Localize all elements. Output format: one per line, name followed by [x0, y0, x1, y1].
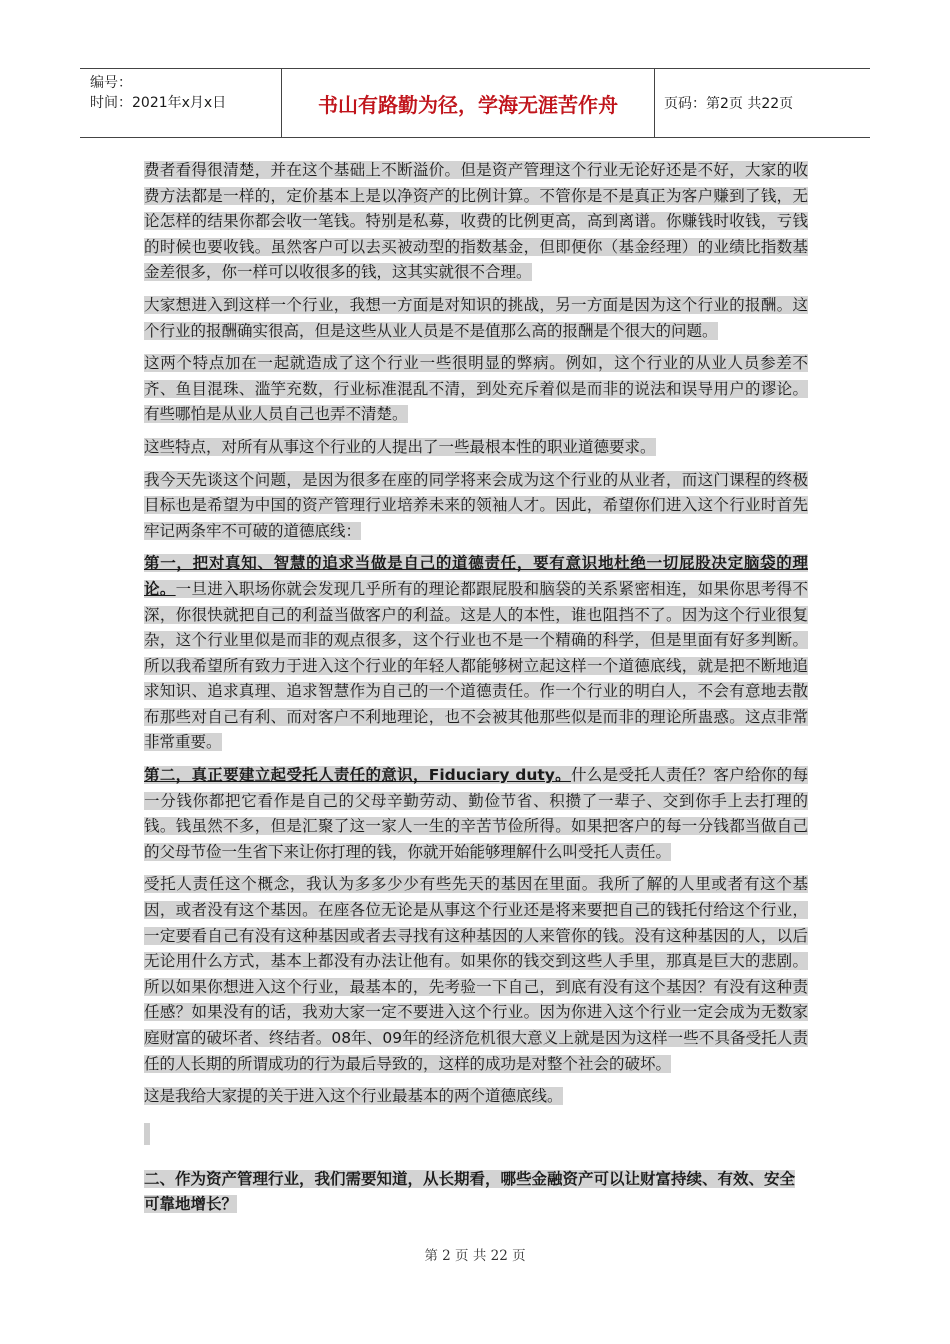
page-header	[80, 68, 870, 138]
paragraph-text: 一旦进入职场你就会发现几乎所有的理论都跟屁股和脑袋的关系紧密相连，如果你思考得不深，你很快就把自己的利益当做客户的利益。这是人的本性，谁也阻挡不了。因为这个行业很复杂，这个行业里似是而非的观点很多，这个行业也不是一个精确的科学，但是里面有好多判断。所以我希望所有致力于进入这个行业的年轻人都能够树立起这样一个道德底线，就是把不断地追求知识、追求真理、追求智慧作为自己的一个道德责任。作一个行业的明白人，不会有意地去散布那些对自己有利、而对客户不利地理论，也不会被其他那些似是而非的理论所蛊惑。这点非常非常重要。	[144, 579, 808, 752]
section-heading	[144, 1167, 808, 1218]
paragraph-bold-lead: 第一，把对真知、智慧的追求当做是自己的道德责任，要有意识地杜绝一切屁股决定脑袋的理论。	[144, 554, 808, 598]
paragraph	[144, 763, 808, 865]
paragraph	[144, 351, 808, 428]
header-divider	[654, 69, 655, 137]
paragraph-text: 这是我给大家提的关于进入这个行业最基本的两个道德底线。	[144, 1087, 563, 1106]
paragraph	[144, 435, 808, 461]
number-label: 编号：	[90, 75, 132, 91]
paragraph-text: 什么是受托人责任？客户给你的每一分钱你都把它看作是自己的父母辛勤劳动、勤俭节省、积攒了一辈子、交到你手上去打理的钱。钱虽然不多，但是汇聚了这一家人一生的辛苦节俭所得。如果把客户的每一分钱都当做自己的父母节俭一生省下来让你打理的钱，你就开始能够理解什么叫受托人责任。	[144, 766, 808, 861]
empty-paragraph-marker	[144, 1123, 150, 1145]
paragraph-text: 费者看得很清楚，并在这个基础上不断溢价。但是资产管理这个行业无论好还是不好，大家的收费方法都是一样的，定价基本上是以净资产的比例计算。不管你是不是真正为客户赚到了钱，无论怎样的结果你都会收一笔钱。特别是私募，收费的比例更高，高到离谱。你赚钱时收钱，亏钱的时候也要收钱。虽然客户可以去买被动型的指数基金，但即便你（基金经理）的业绩比指数基金差很多，你一样可以收很多的钱，这其实就很不合理。	[144, 161, 808, 282]
paragraph	[144, 468, 808, 545]
paragraph	[144, 872, 808, 1077]
paragraph-text: 这两个特点加在一起就造成了这个行业一些很明显的弊病。例如，这个行业的从业人员参差不齐、鱼目混珠、滥竽充数，行业标准混乱不清，到处充斥着似是而非的说法和误导用户的谬论。有些哪怕是从业人员自己也弄不清楚。	[144, 354, 808, 424]
paragraph-text: 大家想进入到这样一个行业，我想一方面是对知识的挑战，另一方面是因为这个行业的报酬。这个行业的报酬确实很高，但是这些从业人员是不是值那么高的报酬是个很大的问题。	[144, 295, 808, 340]
paragraph	[144, 158, 808, 286]
date-label: 时间：2021年x月x日	[90, 95, 227, 111]
document-body	[144, 158, 808, 1218]
paragraph	[144, 1084, 808, 1110]
paragraph-text: 这些特点，对所有从事这个行业的人提出了一些最根本性的职业道德要求。	[144, 437, 656, 456]
page-footer: 第 2 页 共 22 页	[424, 1248, 526, 1264]
section-heading-text: 二、作为资产管理行业，我们需要知道，从长期看，哪些金融资产可以让财富持续、有效、安全可靠地增长？	[144, 1169, 796, 1214]
paragraph	[144, 293, 808, 344]
header-meta	[90, 73, 280, 113]
paragraph	[144, 551, 808, 756]
header-motto: 书山有路勤为径，学海无涯苦作舟	[318, 92, 618, 117]
paragraph-text: 我今天先谈这个问题，是因为很多在座的同学将来会成为这个行业的从业者，而这门课程的终极目标也是希望为中国的资产管理行业培养未来的领袖人才。因此，希望你们进入这个行业时首先牢记两条牢不可破的道德底线：	[144, 470, 808, 540]
paragraph-text: 受托人责任这个概念，我认为多多少少有些先天的基因在里面。我所了解的人里或者有这个基因，或者没有这个基因。在座各位无论是从事这个行业还是将来要把自己的钱托付给这个行业，一定要看自己有没有这种基因或者去寻找有这种基因的人来管你的钱。没有这种基因的人，以后无论用什么方式，基本上都没有办法让他有。如果你的钱交到这些人手里，那真是巨大的悲剧。所以如果你想进入这个行业，最基本的，先考验一下自己，到底有没有这个基因？有没有这种责任感？如果没有的话，我劝大家一定不要进入这个行业。因为你进入这个行业一定会成为无数家庭财富的破坏者、终结者。08年、09年的经济危机很大意义上就是因为这样一些不具备受托人责任的人长期的所谓成功的行为最后导致的，这样的成功是对整个社会的破坏。	[144, 875, 808, 1073]
paragraph-bold-lead: 第二，真正要建立起受托人责任的意识，Fiduciary duty。	[144, 766, 572, 785]
header-page-info: 页码：第2页 共22页	[664, 96, 794, 112]
